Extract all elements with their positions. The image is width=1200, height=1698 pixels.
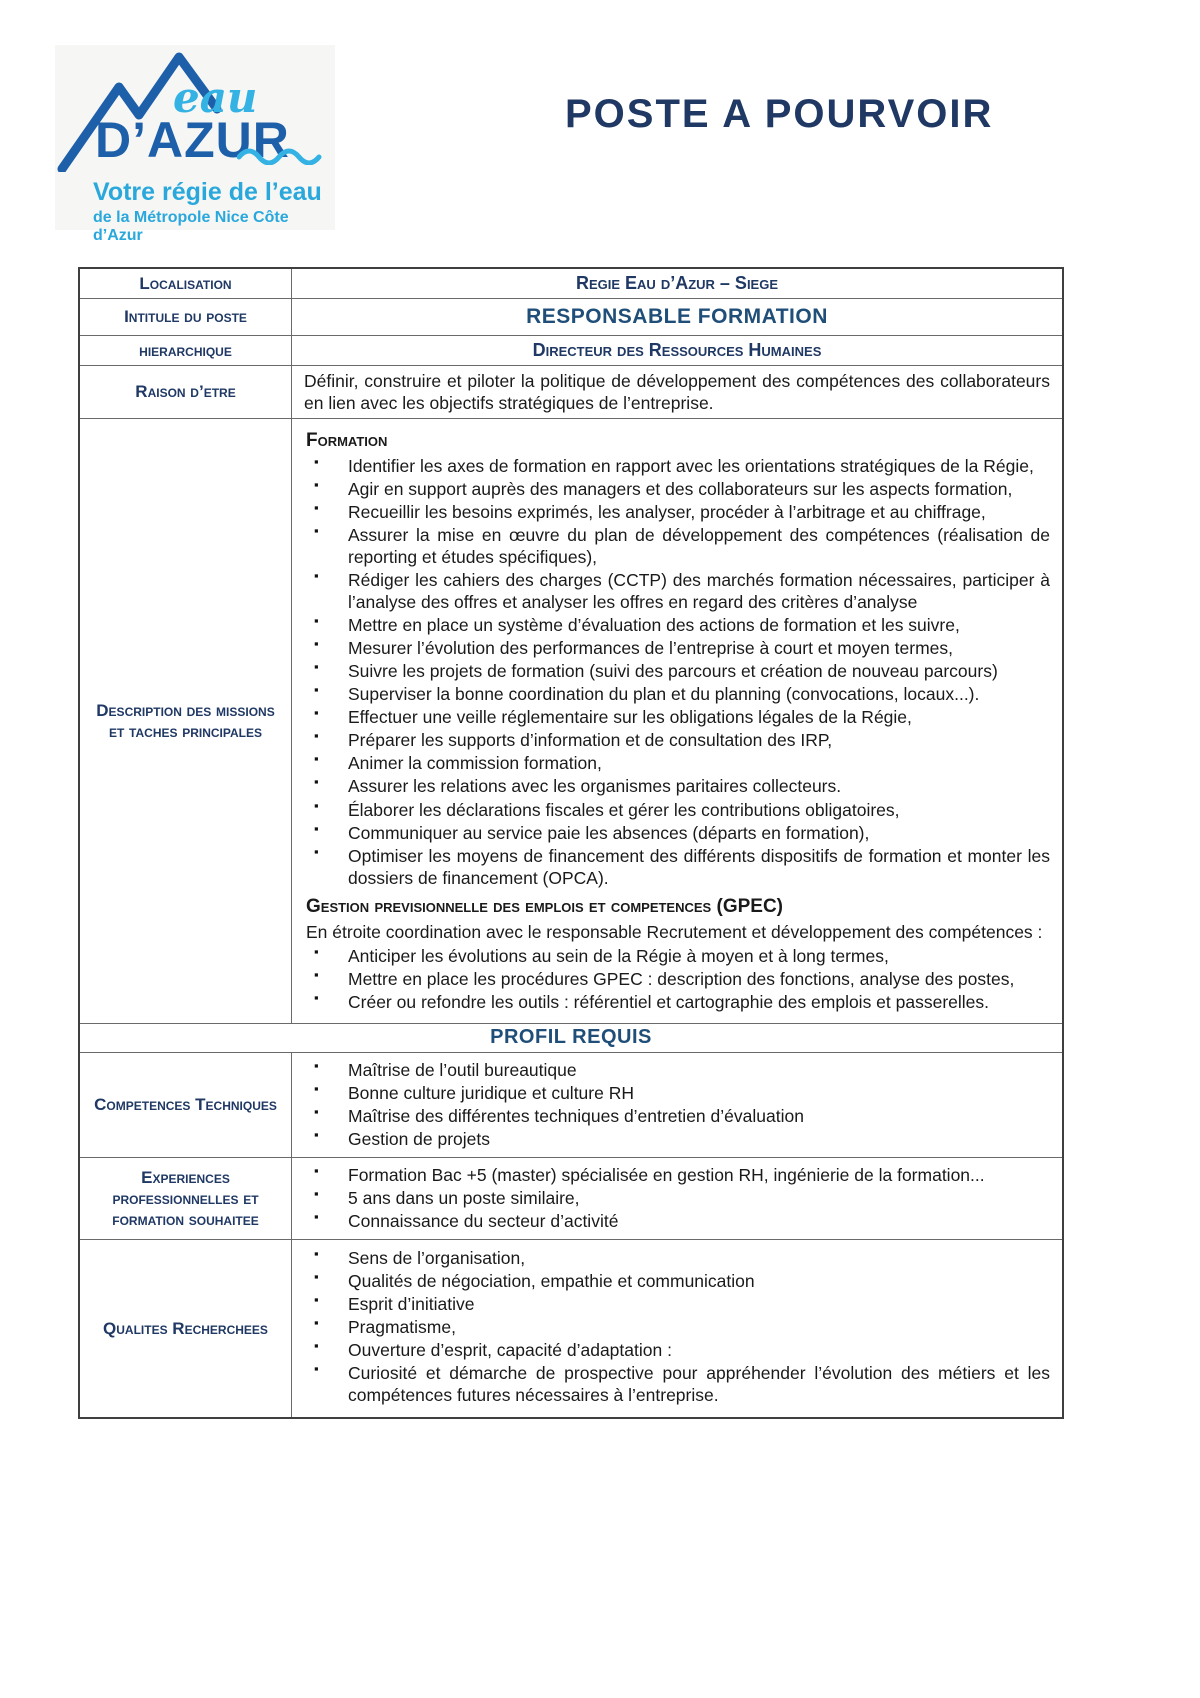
- profil-requis-row: PROFIL REQUIS: [80, 1024, 1062, 1053]
- gpec-bullet-list: [304, 945, 1050, 1013]
- logo-art: [55, 45, 335, 170]
- row-value-intitule: [292, 299, 1062, 336]
- bullet-item: ▪ Qualités de négociation, empathie et communication: [304, 1270, 1050, 1292]
- page-title: POSTE A POURVOIR: [565, 92, 994, 136]
- bullet-item: ▪ Assurer la mise en œuvre du plan de développement des compétences (réalisation de reporting et études spécifiques),: [304, 524, 1050, 568]
- row-value-description-missions: [292, 419, 1062, 1024]
- row-value-experiences: [292, 1158, 1062, 1240]
- row-label-competences-techniques: Competences Techniques: [80, 1053, 292, 1158]
- bullet-item: ▪ Maîtrise de l’outil bureautique: [304, 1059, 1050, 1081]
- logo-brand-eau: eau: [173, 73, 258, 122]
- bullet-item: ▪ Anticiper les évolutions au sein de la Régie à moyen et à long termes,: [304, 945, 1050, 967]
- bullet-item: ▪ Animer la commission formation,: [304, 752, 1050, 774]
- row-label-raison-detre: Raison d’etre: [80, 366, 292, 419]
- bullet-item: ▪ Rédiger les cahiers des charges (CCTP) des marchés formation nécessaires, participer à l’analyse des offres et analyser les offres en regard des critères d’analyse: [304, 569, 1050, 613]
- bullet-item: ▪ Communiquer au service paie les absences (départs en formation),: [304, 822, 1050, 844]
- bullet-item: ▪ Créer ou refondre les outils : référentiel et cartographie des emplois et passerelles.: [304, 991, 1050, 1013]
- logo-tagline: Votre régie de l’eau: [93, 178, 322, 206]
- bullet-item: ▪ Curiosité et démarche de prospective pour appréhender l’évolution des métiers et les compétences futures nécessaires à l’entreprise.: [304, 1362, 1050, 1406]
- competences-bullet-list: [304, 1059, 1050, 1150]
- row-value-qualites: [292, 1240, 1062, 1416]
- row-label-intitule: Intitule du poste: [80, 299, 292, 336]
- bullet-item: ▪ Pragmatisme,: [304, 1316, 1050, 1338]
- localisation-value: Regie Eau d’Azur – Siege: [575, 273, 779, 293]
- row-label-localisation: Localisation: [80, 269, 292, 299]
- intitule-value: RESPONSABLE FORMATION: [526, 304, 828, 328]
- row-value-localisation: [292, 269, 1062, 299]
- gpec-heading: Gestion previsionnelle des emplois et competences (GPEC): [306, 895, 784, 917]
- bullet-item: ▪ Recueillir les besoins exprimés, les analyser, procéder à l’arbitrage et au chiffrage,: [304, 501, 1050, 523]
- wave-icon: [237, 147, 323, 165]
- bullet-item: ▪ Sens de l’organisation,: [304, 1247, 1050, 1269]
- row-value-competences-techniques: [292, 1053, 1062, 1158]
- experiences-bullet-list: [304, 1164, 1050, 1232]
- company-logo: [55, 45, 335, 244]
- bullet-item: ▪ Formation Bac +5 (master) spécialisée en gestion RH, ingénierie de la formation...: [304, 1164, 1050, 1186]
- bullet-item: ▪ Identifier les axes de formation en rapport avec les orientations stratégiques de la Régie,: [304, 455, 1050, 477]
- row-label-hierarchique: hierarchique: [80, 336, 292, 366]
- formation-heading: Formation: [306, 429, 388, 451]
- row-value-hierarchique: [292, 336, 1062, 366]
- bullet-item: ▪ Effectuer une veille réglementaire sur les obligations légales de la Régie,: [304, 706, 1050, 728]
- gpec-intro: En étroite coordination avec le responsable Recrutement et développement des compétences :: [306, 921, 1043, 942]
- bullet-item: ▪ 5 ans dans un poste similaire,: [304, 1187, 1050, 1209]
- row-label-qualites: Qualites Recherchees: [80, 1240, 292, 1416]
- hierarchique-value: Directeur des Ressources Humaines: [532, 340, 822, 361]
- formation-bullet-list: [304, 455, 1050, 889]
- job-description-table: [78, 267, 1064, 1419]
- row-label-experiences: Experiences professionnelles et formation souhaitee: [80, 1158, 292, 1240]
- bullet-item: ▪ Mettre en place un système d’évaluation des actions de formation et les suivre,: [304, 614, 1050, 636]
- bullet-item: ▪ Ouverture d’esprit, capacité d’adaptation :: [304, 1339, 1050, 1361]
- qualites-bullet-list: [304, 1247, 1050, 1406]
- bullet-item: ▪ Optimiser les moyens de financement des différents dispositifs de formation et monter les dossiers de financement (OPCA).: [304, 845, 1050, 889]
- bullet-item: ▪ Superviser la bonne coordination du plan et du planning (convocations, locaux...).: [304, 683, 1050, 705]
- bullet-item: ▪ Esprit d’initiative: [304, 1293, 1050, 1315]
- bullet-item: ▪ Bonne culture juridique et culture RH: [304, 1082, 1050, 1104]
- bullet-item: ▪ Élaborer les déclarations fiscales et gérer les contributions obligatoires,: [304, 799, 1050, 821]
- bullet-item: ▪ Connaissance du secteur d’activité: [304, 1210, 1050, 1232]
- row-value-raison-detre: Définir, construire et piloter la politique de développement des compétences des collaborateurs en lien avec les objectifs stratégiques de l’entreprise.: [292, 366, 1062, 419]
- bullet-item: ▪ Gestion de projets: [304, 1128, 1050, 1150]
- bullet-item: ▪ Préparer les supports d’information et de consultation des IRP,: [304, 729, 1050, 751]
- logo-brand-azur: D’AZUR: [95, 112, 290, 168]
- logo-subtagline: de la Métropole Nice Côte d’Azur: [93, 209, 289, 244]
- bullet-item: ▪ Mettre en place les procédures GPEC : description des fonctions, analyse des postes,: [304, 968, 1050, 990]
- bullet-item: ▪ Assurer les relations avec les organismes paritaires collecteurs.: [304, 775, 1050, 797]
- bullet-item: ▪ Suivre les projets de formation (suivi des parcours et création de nouveau parcours): [304, 660, 1050, 682]
- row-label-description-missions: Description des missions et taches principales: [80, 419, 292, 1024]
- bullet-item: ▪ Mesurer l’évolution des performances de l’entreprise à court et moyen termes,: [304, 637, 1050, 659]
- bullet-item: ▪ Agir en support auprès des managers et des collaborateurs sur les aspects formation,: [304, 478, 1050, 500]
- bullet-item: ▪ Maîtrise des différentes techniques d’entretien d’évaluation: [304, 1105, 1050, 1127]
